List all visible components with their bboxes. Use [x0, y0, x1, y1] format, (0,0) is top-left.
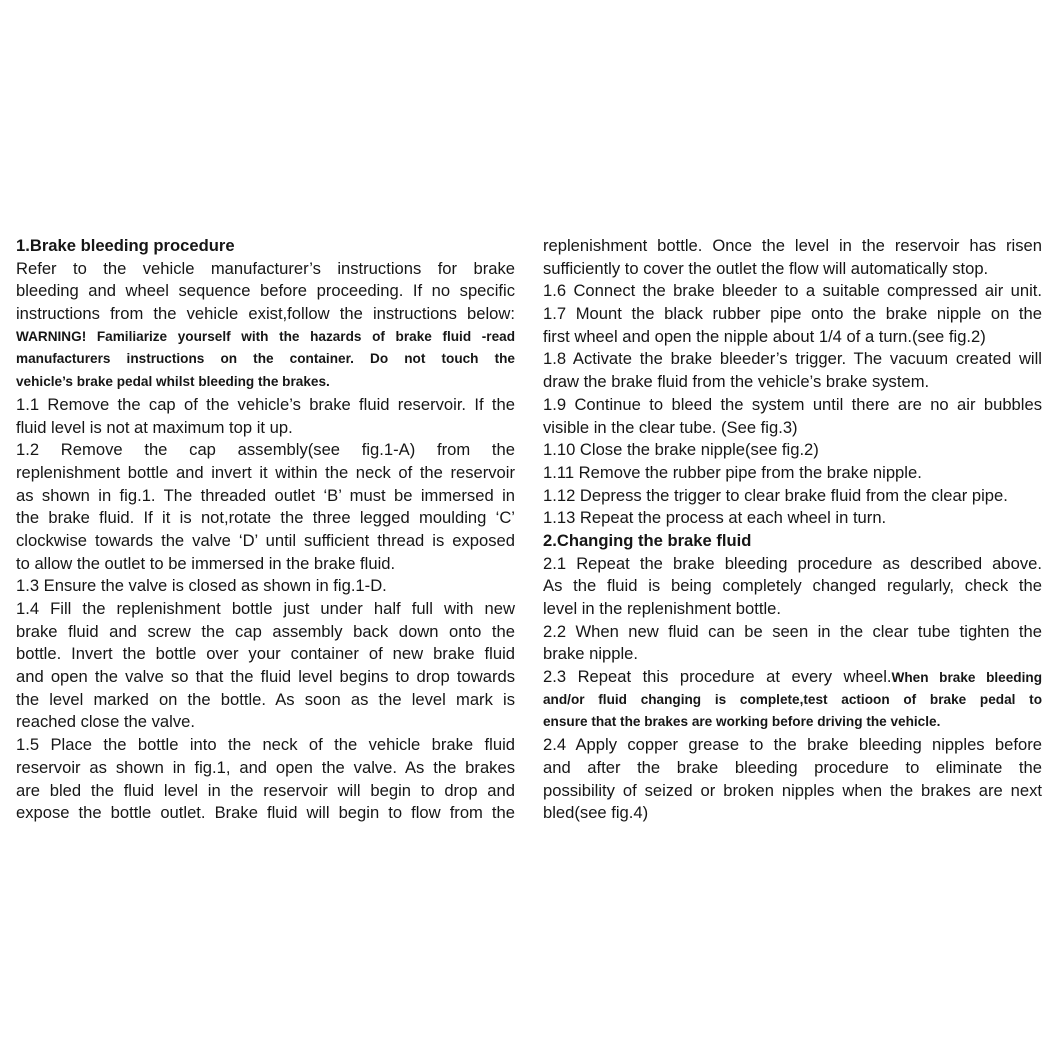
text-line: reached close the valve. — [16, 712, 195, 732]
text-line: to allow the outlet to be immersed in the brake fluid. — [16, 553, 396, 573]
text-line — [543, 666, 1042, 689]
text-line: visible in the clear tube. (See fig.3) — [543, 417, 798, 437]
text-line: as shown in fig.1. The threaded outlet ‘B’ must be immersed in — [16, 485, 515, 505]
text-line: brake nipple. — [543, 644, 639, 664]
text-line: 1.12 Depress the trigger to clear brake fluid from the clear pipe. — [543, 485, 1008, 505]
text-line: 1.5 Place the bottle into the neck of the vehicle brake fluid — [16, 735, 515, 755]
text-line: 1.1 Remove the cap of the vehicle’s brake fluid reservoir. If the — [16, 394, 515, 414]
text-line: and/or fluid changing is complete,test actioon of brake pedal to — [543, 691, 1042, 707]
text-line: 2.2 When new fluid can be seen in the clear tube tighten the — [543, 621, 1042, 641]
text-line: 1.7 Mount the black rubber pipe onto the brake nipple on the — [543, 304, 1042, 324]
text-line: possibility of seized or broken nipples when the brakes are next — [543, 780, 1042, 800]
text-line: expose the bottle outlet. Brake fluid will begin to flow from the — [16, 803, 515, 823]
text-line: instructions from the vehicle exist,follow the instructions below: — [16, 304, 515, 324]
right-column — [543, 235, 1042, 825]
text-line: first wheel and open the nipple about 1/4 of a turn.(see fig.2) — [543, 326, 986, 346]
text-line: level in the replenishment bottle. — [543, 599, 781, 618]
text-line: replenishment bottle. Once the level in the reservoir has risen — [543, 236, 1042, 255]
section-heading: 1.Brake bleeding procedure — [16, 236, 235, 255]
text-line: and after the brake bleeding procedure to eliminate the — [543, 757, 1042, 777]
text-line: bleeding and wheel sequence before proceeding. If no specific — [16, 281, 515, 301]
text-line: draw the brake fluid from the vehicle’s brake system. — [543, 372, 930, 392]
text-line: 1.6 Connect the brake bleeder to a suitable compressed air unit. — [543, 281, 1042, 301]
text-line: 1.4 Fill the replenishment bottle just under half full with new — [16, 599, 515, 618]
text-line: reservoir as shown in fig.1, and open the valve. As the brakes — [16, 757, 515, 777]
text-segment: 2.3 Repeat this procedure at every wheel. — [543, 667, 892, 687]
text-line: Refer to the vehicle manufacturer’s instructions for brake — [16, 258, 515, 278]
text-line: ensure that the brakes are working before driving the vehicle. — [543, 714, 941, 730]
text-line: 2.4 Apply copper grease to the brake bleeding nipples before — [543, 735, 1042, 755]
text-line: vehicle’s brake pedal whilst bleeding the brakes. — [16, 374, 330, 390]
text-line: are bled the fluid level in the reservoir will begin to drop and — [16, 780, 515, 800]
text-line: the level marked on the bottle. As soon as the level mark is — [16, 689, 515, 709]
text-line: fluid level is not at maximum top it up. — [16, 417, 293, 437]
text-line: As the fluid is being completely changed regularly, check the — [543, 576, 1042, 596]
text-line: 1.8 Activate the brake bleeder’s trigger. The vacuum created will — [543, 349, 1042, 369]
text-line: WARNING! Familiarize yourself with the hazards of brake fluid -read — [16, 328, 515, 344]
text-line: replenishment bottle and invert it within the neck of the reservoir — [16, 462, 515, 482]
text-line: the brake fluid. If it is not,rotate the three legged moulding ‘C’ — [16, 508, 515, 528]
text-line: manufacturers instructions on the container. Do not touch the — [16, 351, 515, 367]
text-line: bled(see fig.4) — [543, 803, 649, 823]
text-line: 1.9 Continue to bleed the system until there are no air bubbles — [543, 394, 1042, 414]
text-line: 1.3 Ensure the valve is closed as shown in fig.1-D. — [16, 576, 387, 596]
text-line: sufficiently to cover the outlet the flow will automatically stop. — [543, 258, 989, 278]
text-line: 2.1 Repeat the brake bleeding procedure as described above. — [543, 553, 1042, 573]
warning-text-segment: When brake bleeding — [891, 670, 1042, 686]
left-column — [16, 235, 515, 825]
text-line: clockwise towards the valve ‘D’ until sufficient thread is exposed — [16, 530, 515, 550]
text-line: 1.10 Close the brake nipple(see fig.2) — [543, 440, 819, 460]
text-line: 1.11 Remove the rubber pipe from the brake nipple. — [543, 462, 922, 482]
text-line: and open the valve so that the fluid level begins to drop towards — [16, 667, 515, 687]
text-line: 1.13 Repeat the process at each wheel in turn. — [543, 508, 887, 528]
text-line: brake fluid and screw the cap assembly back down onto the — [16, 621, 515, 641]
text-line: bottle. Invert the bottle over your container of new brake fluid — [16, 644, 515, 664]
text-line: 1.2 Remove the cap assembly(see fig.1-A) from the — [16, 440, 515, 460]
section-heading: 2.Changing the brake fluid — [543, 530, 752, 550]
